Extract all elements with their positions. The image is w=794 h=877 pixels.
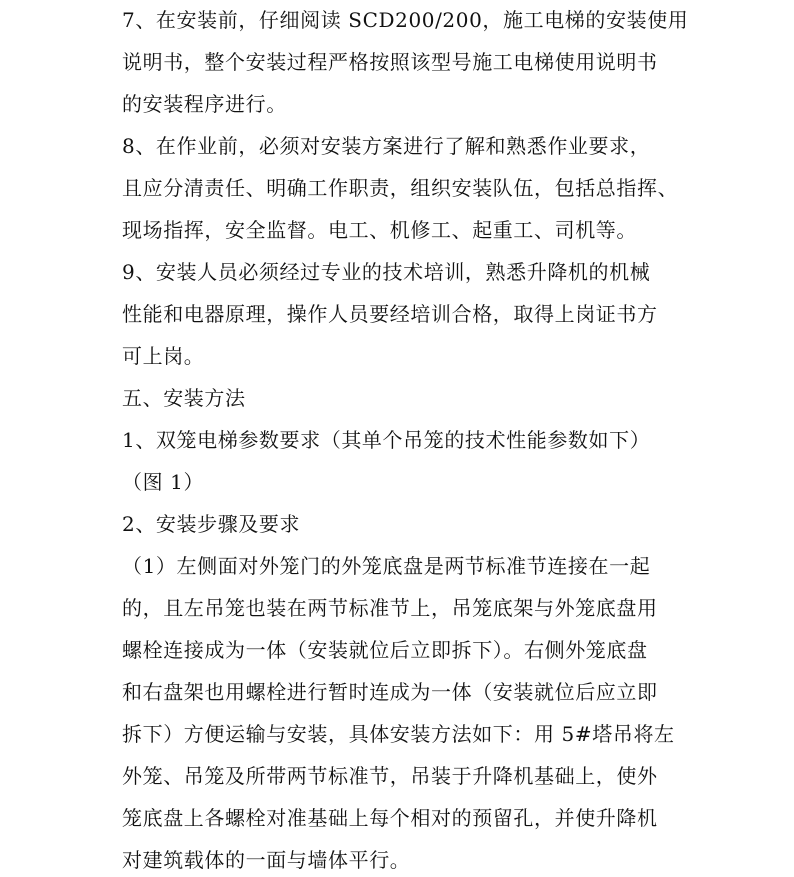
subsection-heading: 2、安装步骤及要求 <box>122 512 301 536</box>
text-line: 对建筑载体的一面与墙体平行。 <box>122 848 411 872</box>
text-line: 拆下）方便运输与安装，具体安装方法如下：用 5#塔吊将左 <box>122 722 675 746</box>
text-line: 且应分清责任、明确工作职责，组织安装队伍，包括总指挥、 <box>122 176 679 200</box>
figure-reference: （图 1） <box>122 470 205 494</box>
text-line: 性能和电器原理，操作人员要经培训合格，取得上岗证书方 <box>122 302 658 326</box>
text-line: 的安装程序进行。 <box>122 92 287 116</box>
text-line: 8、在作业前，必须对安装方案进行了解和熟悉作业要求， <box>122 134 651 158</box>
section-heading: 五、安装方法 <box>122 386 246 410</box>
text-line: 笼底盘上各螺栓对准基础上每个相对的预留孔，并使升降机 <box>122 806 658 830</box>
text-line: 的，且左吊笼也装在两节标准节上，吊笼底架与外笼底盘用 <box>122 596 658 620</box>
text-line: （1）左侧面对外笼门的外笼底盘是两节标准节连接在一起 <box>122 554 651 578</box>
text-line: 说明书，整个安装过程严格按照该型号施工电梯使用说明书 <box>122 50 658 74</box>
text-line: 现场指挥，安全监督。电工、机修工、起重工、司机等。 <box>122 218 637 242</box>
text-line: 7、在安装前，仔细阅读 SCD200/200，施工电梯的安装使用 <box>122 8 689 32</box>
text-line: 螺栓连接成为一体（安装就位后立即拆下）。右侧外笼底盘 <box>122 638 648 662</box>
text-line: 和右盘架也用螺栓进行暂时连成为一体（安装就位后应立即 <box>122 680 658 704</box>
text-line: 可上岗。 <box>122 344 205 368</box>
text-line: 1、双笼电梯参数要求（其单个吊笼的技术性能参数如下） <box>122 428 651 452</box>
text-line: 外笼、吊笼及所带两节标准节，吊装于升降机基础上，使外 <box>122 764 658 788</box>
text-line: 9、安装人员必须经过专业的技术培训，熟悉升降机的机械 <box>122 260 651 284</box>
